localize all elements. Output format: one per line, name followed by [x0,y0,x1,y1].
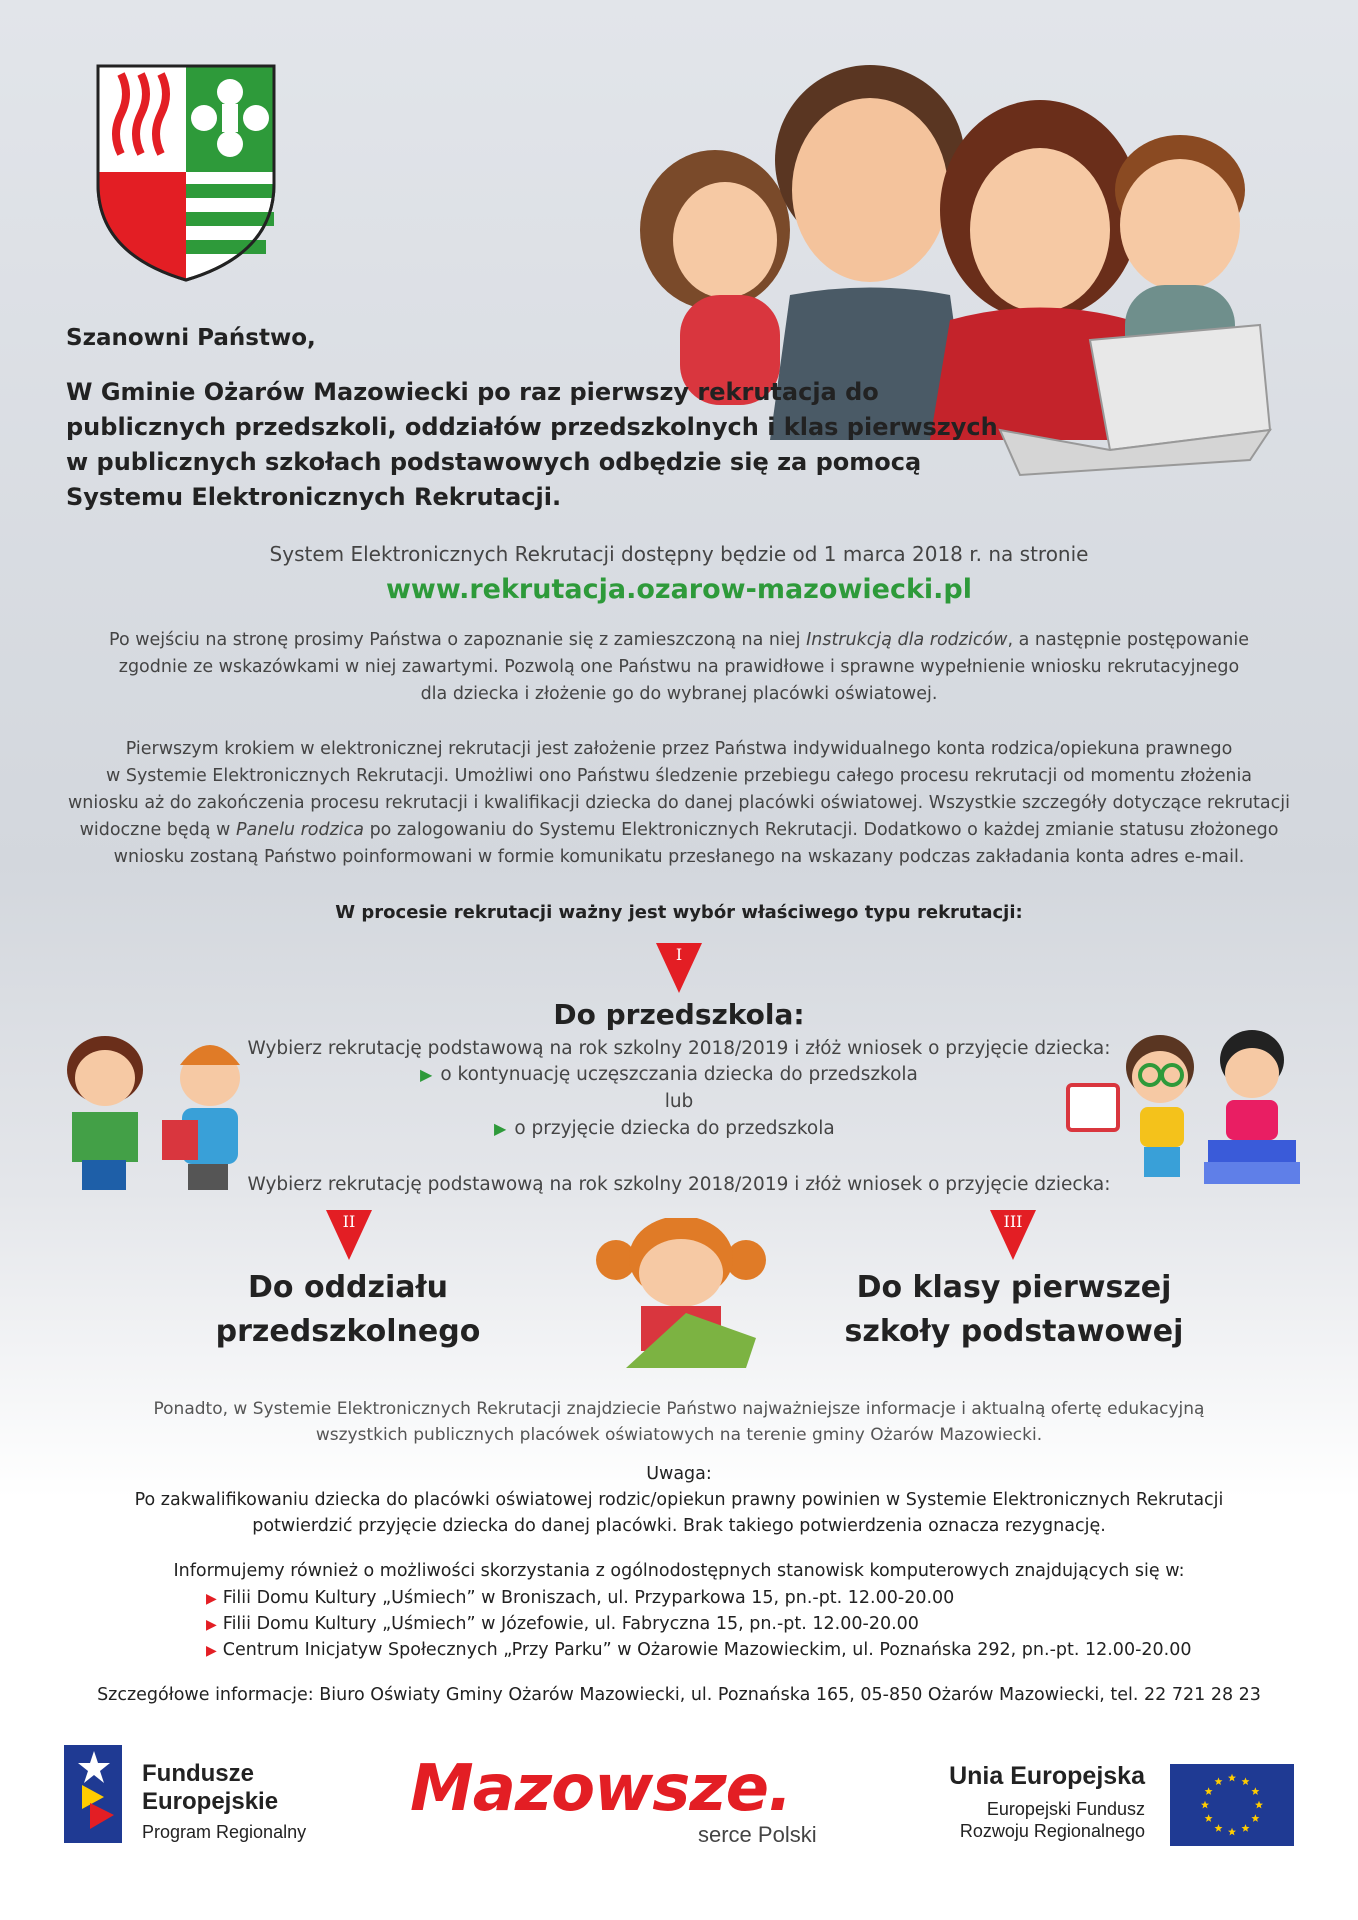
mazowsze-logo: Mazowsze. [410,1752,792,1826]
note-block [80,1461,1278,1539]
note-line2: potwierdzić przyjęcie dziecka do danej placówki. Brak takiego potwierdzenia oznacza rezygnację. [252,1516,1106,1536]
play-arrow-icon: ▶ [494,1119,507,1138]
section2-title [138,1266,558,1354]
mazowsze-tagline: serce Polski [698,1822,817,1847]
kids-reading-illustration-left [60,1030,270,1195]
play-arrow-icon: ▶ [206,1591,217,1607]
fundusze-europejskie-logo [64,1745,122,1843]
website-link[interactable]: www.rekrutacja.ozarow-mazowiecki.pl [385,574,973,605]
note-line1: Po zakwalifikowaniu dziecka do placówki oświatowej rodzic/opiekun prawny powinien w Systemie Elektronicznych Rekrutacji [134,1490,1224,1510]
marker-i-label: I [675,945,683,964]
eu-line2: Rozwoju Regionalnego [959,1821,1145,1841]
play-arrow-icon: ▶ [420,1065,433,1084]
account-paragraph [60,736,1298,871]
section1-or: lub [664,1091,694,1112]
marker-i [656,943,702,993]
p2-line4-italic: Panelu rodzica [235,820,364,840]
marker-iii [990,1210,1036,1260]
eu-line1: Europejski Fundusz [986,1799,1145,1819]
section1-instruction: Wybierz rekrutację podstawową na rok szkolny 2018/2019 i złóż wniosek o przyjęcie dziecka: [247,1038,1111,1059]
fe-line1: Fundusze [142,1760,254,1787]
contact-info: Szczegółowe informacje: Biuro Oświaty Gminy Ożarów Mazowiecki, ul. Poznańska 165, 05-850 Ożarów Mazowiecki, tel. 22 721 28 23 [97,1685,1261,1705]
note-label: Uwaga: [646,1464,712,1484]
section2-title-line2: przedszkolnego [215,1314,481,1349]
section1-title: Do przedszkola: [553,998,805,1031]
fe-line2: Europejskie [142,1788,279,1815]
fe-line3: Program Regionalny [142,1822,307,1842]
section23-instruction: Wybierz rekrutację podstawową na rok szkolny 2018/2019 i złóż wniosek o przyjęcie dziecka: [247,1174,1111,1195]
list-item: ▶ Filii Domu Kultury „Uśmiech” w Józefowie, ul. Fabryczna 15, pn.-pt. 12.00-20.00 [206,1614,919,1634]
girl-reading-book-illustration [596,1218,766,1368]
fe-title [142,1760,278,1816]
moreover-line1: Ponadto, w Systemie Elektronicznych Rekrutacji znajdziecie Państwo najważniejsze informacje i aktualną ofertę edukacyjną [153,1399,1205,1419]
p1-line2: zgodnie ze wskazówkami w niej zawartymi. Pozwolą one Państwu na prawidłowe i sprawne wypełnienie wniosku rekrutacyjnego [118,657,1240,677]
computers-heading: Informujemy również o możliwości skorzystania z ogólnodostępnych stanowisk komputerowych znajdujących się w: [173,1561,1185,1581]
eu-subtitle [900,1798,1145,1842]
list-item: ▶ Centrum Inicjatyw Społecznych „Przy Parku” w Ożarowie Mazowieckim, ul. Poznańska 292, pn.-pt. 12.00-20.00 [206,1640,1192,1660]
kids-reading-illustration-right [1060,1015,1300,1195]
p1-line1-pre: Po wejściu na stronę prosimy Państwa o zapoznanie się z zamieszczoną na niej [109,630,807,650]
section1-option1 [420,1064,918,1085]
coat-of-arms-logo [96,64,276,284]
moreover-paragraph [80,1396,1278,1448]
p2-line4-pre: widoczne będą w [79,820,236,840]
moreover-line2: wszystkich publicznych placówek oświatowych na terenie gminy Ożarów Mazowiecki. [315,1425,1043,1445]
list-item: ▶ Filii Domu Kultury „Uśmiech” w Broniszach, ul. Przyparkowa 15, pn.-pt. 12.00-20.00 [206,1588,955,1608]
p1-line1-italic: Instrukcją dla rodziców [806,630,1008,650]
marker-iii-label: III [1003,1212,1023,1231]
choice-heading: W procesie rekrutacji ważny jest wybór właściwego typu rekrutacji: [335,902,1023,923]
p2-line3: wniosku aż do zakończenia procesu rekrutacji i kwalifikacji dziecka do danej placówki oświatowej. Wszystkie szczegóły dotyczące rekrutacji [67,793,1290,813]
p2-line1: Pierwszym krokiem w elektronicznej rekrutacji jest założenie przez Państwa indywidualnego konta rodzica/opiekuna prawnego [125,739,1233,759]
play-arrow-icon: ▶ [206,1617,217,1633]
instructions-paragraph [60,627,1298,708]
option1-label: o kontynuację uczęszczania dziecka do przedszkola [440,1064,918,1085]
locations-list [206,1586,1192,1664]
option2-label: o przyjęcie dziecka do przedszkola [514,1118,835,1139]
section1-option2 [494,1118,835,1139]
marker-ii [326,1210,372,1260]
p2-line4-post: po zalogowaniu do Systemu Elektronicznych Rekrutacji. Dodatkowo o każdej zmianie statusu złożonego [364,820,1279,840]
p2-line2: w Systemie Elektronicznych Rekrutacji. Umożliwi ono Państwu śledzenie przebiegu całego procesu rekrutacji od momentu złożenia [105,766,1253,786]
section2-title-line1: Do oddziału [248,1270,448,1305]
section3-title-line2: szkoły podstawowej [844,1314,1184,1349]
p1-line3: dla dziecka i złożenie go do wybranej placówki oświatowej. [420,684,938,704]
salutation: Szanowni Państwo, [66,325,316,351]
marker-ii-label: II [342,1212,356,1231]
section3-title-line1: Do klasy pierwszej [856,1270,1172,1305]
section3-title [804,1266,1224,1354]
play-arrow-icon: ▶ [206,1643,217,1659]
p1-line1-post: , a następnie postępowanie [1007,630,1249,650]
intro-heading: W Gminie Ożarów Mazowiecki po raz pierwszy rekrutacja do publicznych przedszkoli, oddziałów przedszkolnych i klas pierwszych w publicznych szkołach podstawowych odbędzie się za pomocą Systemu Elektronicznych Rekrutacji. [66,378,998,511]
availability-text: System Elektronicznych Rekrutacji dostępny będzie od 1 marca 2018 r. na stronie [269,542,1089,566]
eu-flag-logo [1170,1764,1294,1846]
eu-title: Unia Europejska [949,1762,1145,1790]
p2-line5: wniosku zostaną Państwo poinformowani w formie komunikatu przesłanego na wskazany podczas zakładania konta adres e-mail. [113,847,1245,867]
